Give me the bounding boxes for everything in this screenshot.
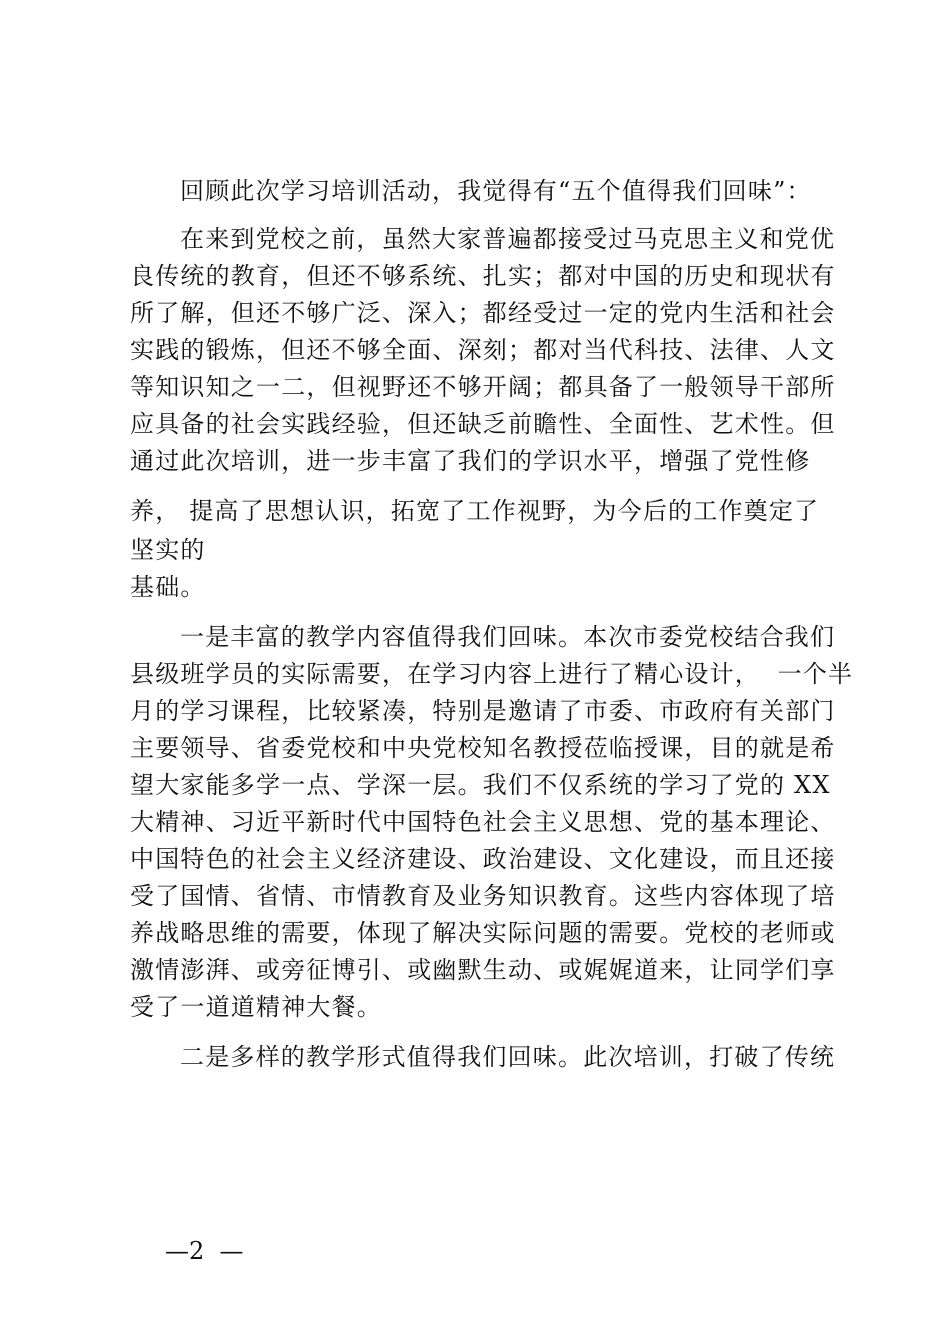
paragraph-start-line: 在来到党校之前，虽然大家普遍都接受过马克思主义和党优 — [180, 225, 836, 253]
text-line: 望大家能多学一点、学深一层。我们不仅系统的学习了党的 XX — [130, 771, 831, 799]
paragraph-start-line: 一是丰富的教学内容值得我们回味。本次市委党校结合我们 — [180, 623, 836, 651]
text-line: 应具备的社会实践经验，但还缺乏前瞻性、全面性、艺术性。但 — [130, 410, 836, 438]
page-number: —2 — — [165, 1237, 244, 1265]
text-line: 大精神、习近平新时代中国特色社会主义思想、党的基本理论、 — [130, 808, 836, 836]
text-line: 坚实的 — [130, 536, 206, 564]
text-line: 受了一道道精神大餐。 — [130, 993, 382, 1021]
text-line: 等知识知之一二，但视野还不够开阔；都具备了一般领导干部所 — [130, 373, 836, 401]
text-line: 激情澎湃、或旁征博引、或幽默生动、或娓娓道来，让同学们享 — [130, 956, 836, 984]
text-line: 实践的锻炼，但还不够全面、深刻；都对当代科技、法律、人文 — [130, 336, 836, 364]
paragraph-start-line: 二是多样的教学形式值得我们回味。此次培训，打破了传统 — [180, 1043, 836, 1071]
text-line: 良传统的教育，但还不够系统、扎实；都对中国的历史和现状有 — [130, 262, 836, 290]
text-line: 中国特色的社会主义经济建设、政治建设、文化建设，而且还接 — [130, 845, 836, 873]
text-line: 回顾此次学习培训活动，我觉得有“五个值得我们回味”： — [180, 177, 812, 205]
text-line: 县级班学员的实际需要，在学习内容上进行了精心设计， 一个半 — [130, 660, 854, 688]
text-line: 主要领导、省委党校和中央党校知名教授莅临授课，目的就是希 — [130, 734, 836, 762]
text-line: 养， 提高了思想认识，拓宽了工作视野，为今后的工作奠定了 — [130, 497, 820, 525]
text-line: 月的学习课程，比较紧凑，特别是邀请了市委、市政府有关部门 — [130, 697, 836, 725]
text-line: 通过此次培训，进一步丰富了我们的学识水平，增强了党性修 — [130, 447, 811, 475]
text-line: 所了解，但还不够广泛、深入；都经受过一定的党内生活和社会 — [130, 299, 836, 327]
text-line: 受了国情、省情、市情教育及业务知识教育。这些内容体现了培 — [130, 882, 836, 910]
text-line: 基础。 — [130, 573, 206, 601]
text-line: 养战略思维的需要，体现了解决实际问题的需要。党校的老师或 — [130, 919, 836, 947]
